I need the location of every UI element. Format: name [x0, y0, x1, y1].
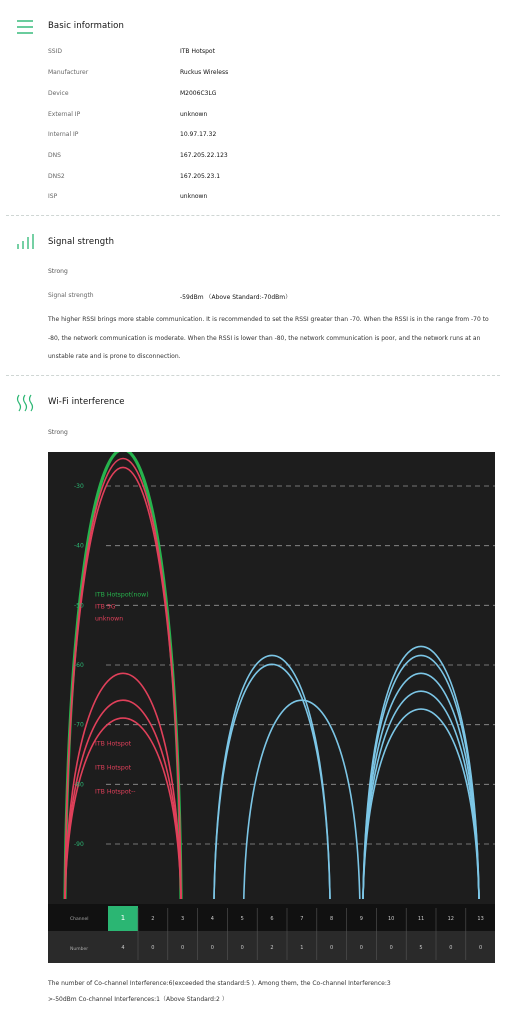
channel-count-label: 0	[151, 945, 155, 951]
signal-description: The higher RSSI brings more stable communication. It is recommended to set the RSSI greater than -70. When the RSSI is in the range from -70 to -80, the network communication is moderate. When the RSSI is lower than -80, the network communication is poor, and the network runs at an unstable rate and is prone to disconnection.	[48, 316, 489, 360]
channel-tick-label: 12	[447, 916, 454, 922]
info-value: 167.205.23.1	[180, 173, 221, 180]
section-divider	[6, 375, 500, 376]
signal-value: -59dBm （Above Standard:-70dBm）	[180, 294, 292, 301]
info-label: DNS2	[48, 173, 65, 180]
signal-bars-icon	[14, 231, 36, 253]
info-value: ITB Hotspot	[180, 48, 215, 55]
y-tick-label: -90	[74, 841, 84, 848]
channel-tick-label: 7	[300, 916, 304, 922]
channel-interference-chart	[48, 452, 495, 963]
network-label: ITB Hotspot	[95, 740, 132, 748]
channel-count-label: 0	[181, 945, 185, 951]
info-row-dns	[0, 152, 508, 172]
info-label: SSID	[48, 48, 63, 55]
channel-count-label: 0	[479, 945, 483, 951]
channel-count-label: 0	[449, 945, 453, 951]
channel-count-label: 1	[300, 945, 304, 951]
y-tick-label: -70	[74, 721, 84, 729]
signal-title: Signal strength	[48, 237, 115, 247]
info-label: ISP	[48, 193, 58, 200]
number-axis-label: Number	[70, 947, 89, 952]
info-value: 10.97.17.32	[180, 131, 217, 138]
chart-background	[48, 452, 495, 963]
network-label: ITB Hotspot(now)	[95, 591, 149, 599]
y-tick-label: -80	[74, 781, 84, 789]
channel-count-label: 0	[330, 945, 334, 951]
info-row-dns2	[0, 173, 508, 193]
info-value: Ruckus Wireless	[180, 69, 229, 76]
signal-label: Signal strength	[48, 292, 94, 299]
network-label: ITB Hotspot--	[95, 788, 136, 796]
network-label: ITB Hotspot	[95, 764, 132, 772]
interference-header	[0, 382, 508, 422]
signal-header	[0, 222, 508, 262]
info-row-ssid	[0, 48, 508, 68]
info-label: Device	[48, 90, 69, 97]
interference-title: Wi-Fi interference	[48, 397, 125, 407]
info-row-device	[0, 90, 508, 110]
channel-count-label: 0	[240, 945, 244, 951]
info-label: Internal IP	[48, 131, 79, 138]
wave-lines-icon	[14, 392, 36, 414]
info-value: 167.205.22.123	[180, 152, 228, 159]
network-label: unknown	[95, 615, 124, 623]
info-label: Manufacturer	[48, 69, 89, 76]
y-tick-label: -50	[74, 602, 84, 610]
interference-summary-line1: The number of Co-channel Interference:6(exceeded the standard:5 ). Among them, the Co-channel Interference:3	[48, 980, 391, 987]
channel-tick-label: 10	[388, 916, 395, 922]
info-row-manufacturer	[0, 69, 508, 89]
y-tick-label: -40	[74, 542, 84, 550]
signal-level: Strong	[48, 268, 68, 275]
channel-tick-label: 3	[181, 916, 185, 922]
basic-info-title: Basic information	[48, 21, 124, 31]
channel-count-label: 0	[359, 945, 363, 951]
info-value: M2006C3LG	[180, 90, 217, 97]
info-label: External IP	[48, 111, 81, 118]
channel-count-label: 4	[121, 945, 125, 951]
signal-strength-row	[0, 292, 508, 312]
channel-count-label: 0	[210, 945, 214, 951]
channel-tick-label: 13	[477, 916, 484, 922]
interference-summary-line2: >-50dBm Co-channel Interferences:1（Above Standard:2 ）	[48, 996, 228, 1003]
y-tick-label: -60	[74, 662, 84, 669]
channel-tick-label: 2	[151, 916, 155, 922]
menu-lines-icon	[14, 16, 36, 38]
section-divider	[6, 215, 500, 216]
channel-count-label: 0	[389, 945, 393, 951]
info-value: unknown	[180, 193, 208, 200]
y-tick-label: -30	[74, 483, 84, 490]
interference-level: Strong	[48, 429, 68, 436]
channel-tick-label: 1	[120, 914, 126, 922]
basic-info-header	[0, 6, 508, 46]
channel-count-label: 5	[419, 945, 423, 951]
channel-tick-label: 11	[417, 916, 425, 922]
channel-tick-label: 4	[210, 916, 214, 922]
info-row-internal-ip	[0, 131, 508, 151]
info-row-isp	[0, 193, 508, 213]
channel-tick-label: 5	[240, 916, 244, 922]
channel-tick-label: 8	[330, 916, 334, 922]
info-row-external-ip	[0, 111, 508, 131]
info-value: unknown	[180, 111, 208, 118]
channel-count-label: 2	[270, 945, 274, 951]
channel-tick-label: 9	[359, 916, 363, 922]
info-label: DNS	[48, 152, 61, 159]
network-label: ITB 5G	[95, 603, 116, 611]
channel-axis-label: Channel	[70, 917, 89, 922]
channel-tick-label: 6	[270, 916, 274, 922]
